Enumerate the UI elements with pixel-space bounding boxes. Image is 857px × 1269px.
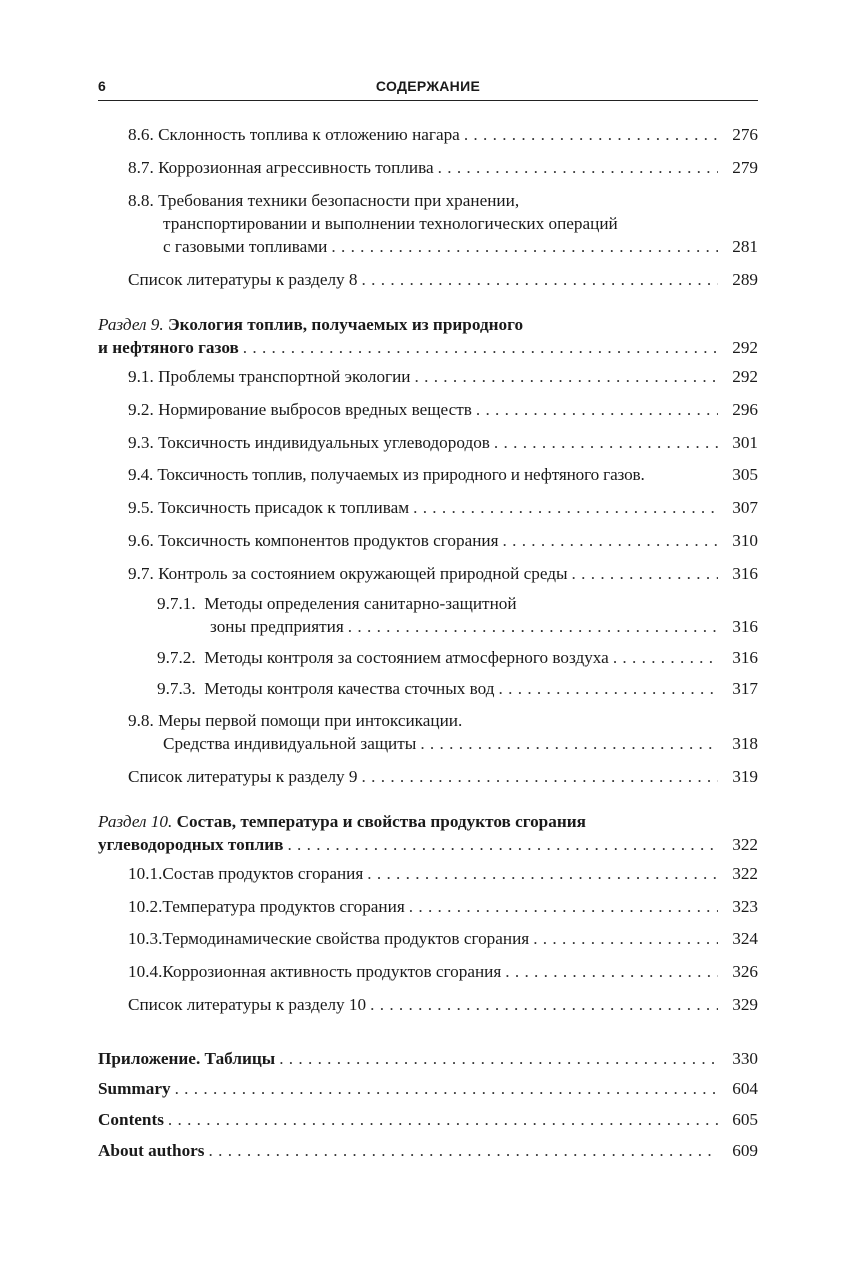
toc-entry-9-6[interactable] [98, 529, 758, 552]
entry-title: Токсичность присадок к топливам [158, 498, 410, 517]
dot-leader [243, 336, 718, 359]
entry-page: 310 [732, 531, 758, 550]
dot-leader [420, 732, 718, 755]
entry-page: 276 [732, 125, 758, 144]
entry-page: 316 [732, 648, 758, 667]
dot-leader [572, 562, 718, 585]
page-number: 6 [98, 78, 106, 94]
entry-number: 9.7.3. [157, 679, 196, 698]
entry-page: 322 [732, 835, 758, 854]
dot-leader [613, 646, 718, 669]
section-label: Раздел 9. [98, 315, 164, 334]
entry-title: 10.1.Состав продуктов сгорания [128, 864, 364, 883]
entry-page: 305 [732, 465, 758, 484]
entry-page: 322 [732, 864, 758, 883]
entry-page: 605 [732, 1110, 758, 1129]
toc-page [98, 0, 758, 1269]
section-title-line-1: Состав, температура и свойства продуктов сгорания [176, 812, 586, 831]
entry-page: 324 [732, 929, 758, 948]
dot-leader [362, 765, 718, 788]
toc-entry-9-1[interactable] [98, 365, 758, 388]
toc-entry-8-7[interactable] [98, 156, 758, 179]
dot-leader [362, 268, 718, 291]
entry-title-line-1: Методы определения санитарно-защитной [204, 594, 517, 613]
entry-title-line-3: с газовыми топливами [163, 237, 328, 256]
entry-number: 9.7. [128, 564, 154, 583]
entry-title: Токсичность компонентов продуктов сгорания [158, 531, 499, 550]
entry-page: 289 [732, 270, 758, 289]
entry-page: 296 [732, 400, 758, 419]
entry-title: Коррозионная агрессивность топлива [158, 158, 434, 177]
entry-title: Нормирование выбросов вредных веществ [158, 400, 472, 419]
entry-title: Контроль за состоянием окружающей природной среды [158, 564, 568, 583]
entry-title: Токсичность топлив, получаемых из природного и нефтяного газов. [157, 465, 645, 484]
entry-page: 604 [732, 1079, 758, 1098]
entry-page: 330 [732, 1049, 758, 1068]
dot-leader [409, 895, 718, 918]
dot-leader [438, 156, 718, 179]
entry-title: About authors [98, 1141, 205, 1160]
toc-section-9[interactable] [98, 313, 758, 359]
toc-entry-9-7-3[interactable] [98, 677, 758, 700]
page-title: СОДЕРЖАНИЕ [375, 78, 481, 94]
entry-number: 9.2. [128, 400, 154, 419]
toc-entry-references-8[interactable] [98, 268, 758, 291]
toc-entry-9-8[interactable] [98, 709, 758, 755]
entry-title-line-2: транспортировании и выполнении технологических операций [163, 214, 618, 233]
entry-title: Список литературы к разделу 8 [128, 270, 358, 289]
entry-page: 326 [732, 962, 758, 981]
section-title-line-2: и нефтяного газов [98, 338, 239, 357]
dot-leader [413, 496, 718, 519]
dot-leader [494, 431, 718, 454]
entry-title-line-2: Средства индивидуальной защиты [163, 734, 417, 753]
toc-section-10[interactable] [98, 810, 758, 856]
dot-leader [464, 123, 718, 146]
toc-entry-9-3[interactable] [98, 431, 758, 454]
entry-number: 9.7.1. [157, 594, 196, 613]
entry-title: 10.2.Температура продуктов сгорания [128, 897, 405, 916]
entry-page: 329 [732, 995, 758, 1014]
entry-page: 316 [732, 617, 758, 636]
toc-entry-10-2[interactable] [98, 895, 758, 918]
toc-entry-9-2[interactable] [98, 398, 758, 421]
entry-title-line-2: зоны предприятия [210, 617, 344, 636]
entry-title: Токсичность индивидуальных углеводородов [158, 433, 490, 452]
entry-number: 9.1. [128, 367, 154, 386]
entry-title: Склонность топлива к отложению нагара [158, 125, 460, 144]
entry-number: 9.7.2. [157, 648, 196, 667]
toc-entry-references-10[interactable] [98, 993, 758, 1016]
toc-entry-9-7-2[interactable] [98, 646, 758, 669]
entry-page: 316 [732, 564, 758, 583]
entry-page: 307 [732, 498, 758, 517]
section-title-line-1: Экология топлив, получаемых из природного [168, 315, 524, 334]
entry-title: 10.3.Термодинамические свойства продуктов сгорания [128, 929, 530, 948]
toc-entry-10-4[interactable] [98, 960, 758, 983]
entry-page: 609 [732, 1141, 758, 1160]
dot-leader [503, 529, 718, 552]
dot-leader [499, 677, 718, 700]
entry-page: 317 [732, 679, 758, 698]
dot-leader [209, 1139, 719, 1162]
entry-number: 9.5. [128, 498, 154, 517]
toc-entry-9-4[interactable] [98, 463, 758, 486]
dot-leader [331, 235, 718, 258]
toc-entry-appendix[interactable] [98, 1047, 758, 1070]
dot-leader [415, 365, 719, 388]
entry-page: 279 [732, 158, 758, 177]
entry-number: 9.6. [128, 531, 154, 550]
entry-page: 292 [732, 367, 758, 386]
entry-title-line-1: Требования техники безопасности при хранении, [158, 191, 520, 210]
toc-entry-9-5[interactable] [98, 496, 758, 519]
entry-page: 323 [732, 897, 758, 916]
dot-leader [168, 1108, 718, 1131]
entry-page: 318 [732, 734, 758, 753]
entry-title: Методы контроля качества сточных вод [204, 679, 495, 698]
entry-title: Методы контроля за состоянием атмосферного воздуха [204, 648, 609, 667]
dot-leader [370, 993, 718, 1016]
dot-leader [505, 960, 718, 983]
toc-entry-8-8[interactable] [98, 189, 758, 258]
dot-leader [175, 1077, 718, 1100]
page-header [98, 76, 758, 101]
entry-title: Проблемы транспортной экологии [158, 367, 411, 386]
entry-page: 301 [732, 433, 758, 452]
dot-leader [476, 398, 718, 421]
entry-title: Summary [98, 1079, 171, 1098]
entry-title: Contents [98, 1110, 164, 1129]
entry-page: 281 [732, 237, 758, 256]
entry-title: Приложение. Таблицы [98, 1049, 276, 1068]
entry-number: 8.6. [128, 125, 154, 144]
section-title-line-2: углеводородных топлив [98, 835, 284, 854]
toc-entry-8-6[interactable] [98, 123, 758, 146]
toc-entry-references-9[interactable] [98, 765, 758, 788]
dot-leader [287, 833, 718, 856]
dot-leader [533, 927, 718, 950]
toc-entry-summary[interactable] [98, 1077, 758, 1100]
entry-number: 9.3. [128, 433, 154, 452]
toc-entry-about-authors[interactable] [98, 1139, 758, 1162]
section-label: Раздел 10. [98, 812, 173, 831]
entry-title: Список литературы к разделу 9 [128, 767, 358, 786]
entry-number: 8.7. [128, 158, 154, 177]
entry-number: 9.8. [128, 711, 154, 730]
toc-entry-10-1[interactable] [98, 862, 758, 885]
entry-page: 319 [732, 767, 758, 786]
entry-number: 9.4. [128, 465, 154, 484]
dot-leader [279, 1047, 718, 1070]
toc-entry-9-7-1[interactable] [98, 592, 758, 638]
toc-entry-9-7[interactable] [98, 562, 758, 585]
entry-title-line-1: Меры первой помощи при интоксикации. [158, 711, 463, 730]
entry-number: 8.8. [128, 191, 154, 210]
dot-leader [367, 862, 718, 885]
dot-leader [348, 615, 718, 638]
toc-entry-10-3[interactable] [98, 927, 758, 950]
toc-entry-contents[interactable] [98, 1108, 758, 1131]
entry-page: 292 [732, 338, 758, 357]
entry-title: 10.4.Коррозионная активность продуктов сгорания [128, 962, 502, 981]
entry-title: Список литературы к разделу 10 [128, 995, 367, 1014]
